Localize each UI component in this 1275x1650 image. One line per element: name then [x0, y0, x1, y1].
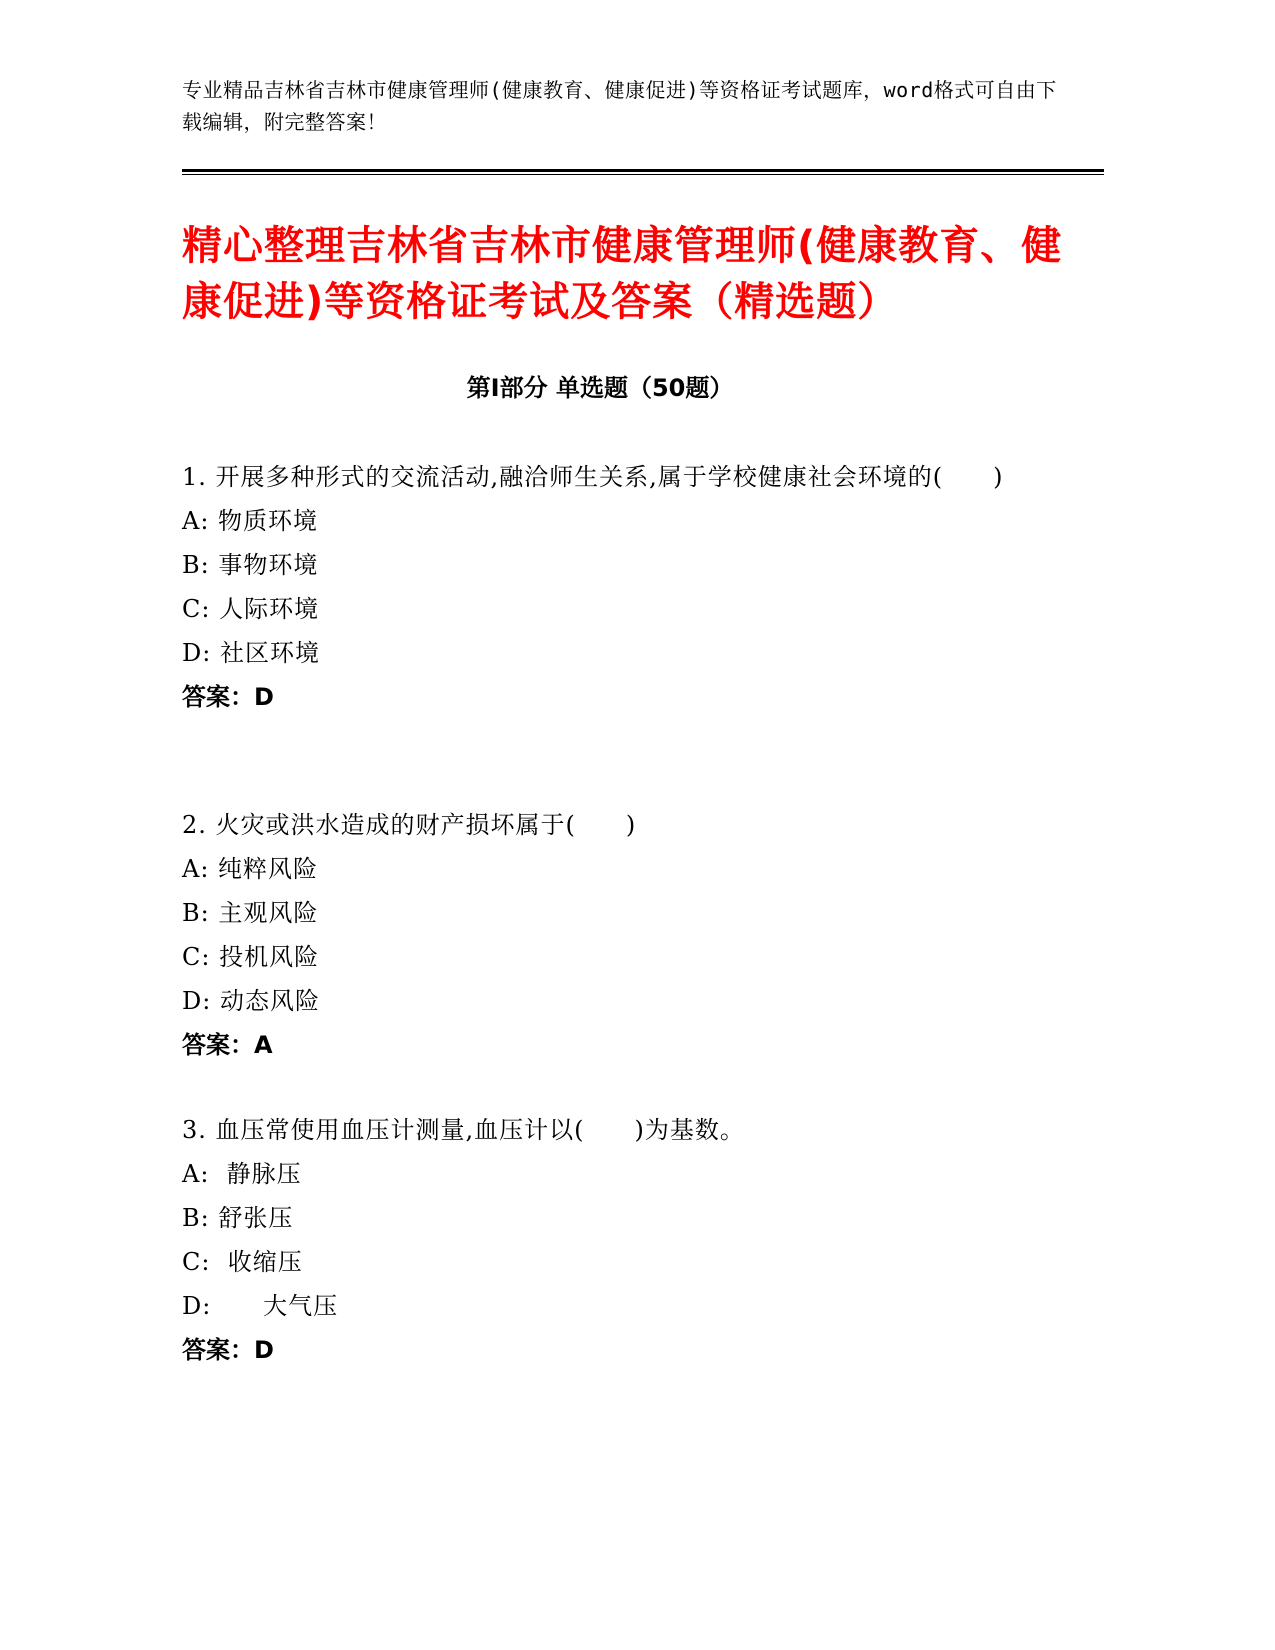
option-d: D: 动态风险 [182, 987, 320, 1015]
document-title: 精心整理吉林省吉林市健康管理师(健康教育、健康促进)等资格证考试及答案（精选题） [182, 223, 1063, 325]
answer: 答案：D [182, 683, 274, 711]
option-a: A: 纯粹风险 [182, 855, 319, 883]
option-c: C: 收缩压 [182, 1248, 303, 1276]
option-a: A: 物质环境 [182, 507, 319, 535]
option-d: D: 社区环境 [182, 639, 320, 667]
option-b: B: 主观风险 [182, 899, 319, 927]
answer: 答案：A [182, 1031, 273, 1059]
section-title: 第Ⅰ部分 单选题（50题） [466, 374, 734, 402]
option-c: C: 人际环境 [182, 595, 320, 623]
header-rule-thin [182, 174, 1104, 175]
option-b: B: 事物环境 [182, 551, 319, 579]
question-stem: 2. 火灾或洪水造成的财产损坏属于( ) [182, 811, 637, 839]
header-note: 专业精品吉林省吉林市健康管理师(健康教育、健康促进)等资格证考试题库，word格式可自由下载编辑，附完整答案！ [182, 78, 1057, 134]
answer: 答案：D [182, 1336, 274, 1364]
option-a: A: 静脉压 [182, 1160, 302, 1188]
option-b: B: 舒张压 [182, 1204, 294, 1232]
option-c: C: 投机风险 [182, 943, 320, 971]
question-3 [182, 1108, 1062, 1372]
header-rule-thick [182, 169, 1104, 172]
question-2 [182, 803, 1062, 1067]
question-1 [182, 455, 1062, 719]
question-stem: 3. 血压常使用血压计测量,血压计以( )为基数。 [182, 1116, 745, 1144]
question-stem: 1. 开展多种形式的交流活动,融洽师生关系,属于学校健康社会环境的( ) [182, 463, 1004, 491]
option-d: D: 大气压 [182, 1292, 339, 1320]
